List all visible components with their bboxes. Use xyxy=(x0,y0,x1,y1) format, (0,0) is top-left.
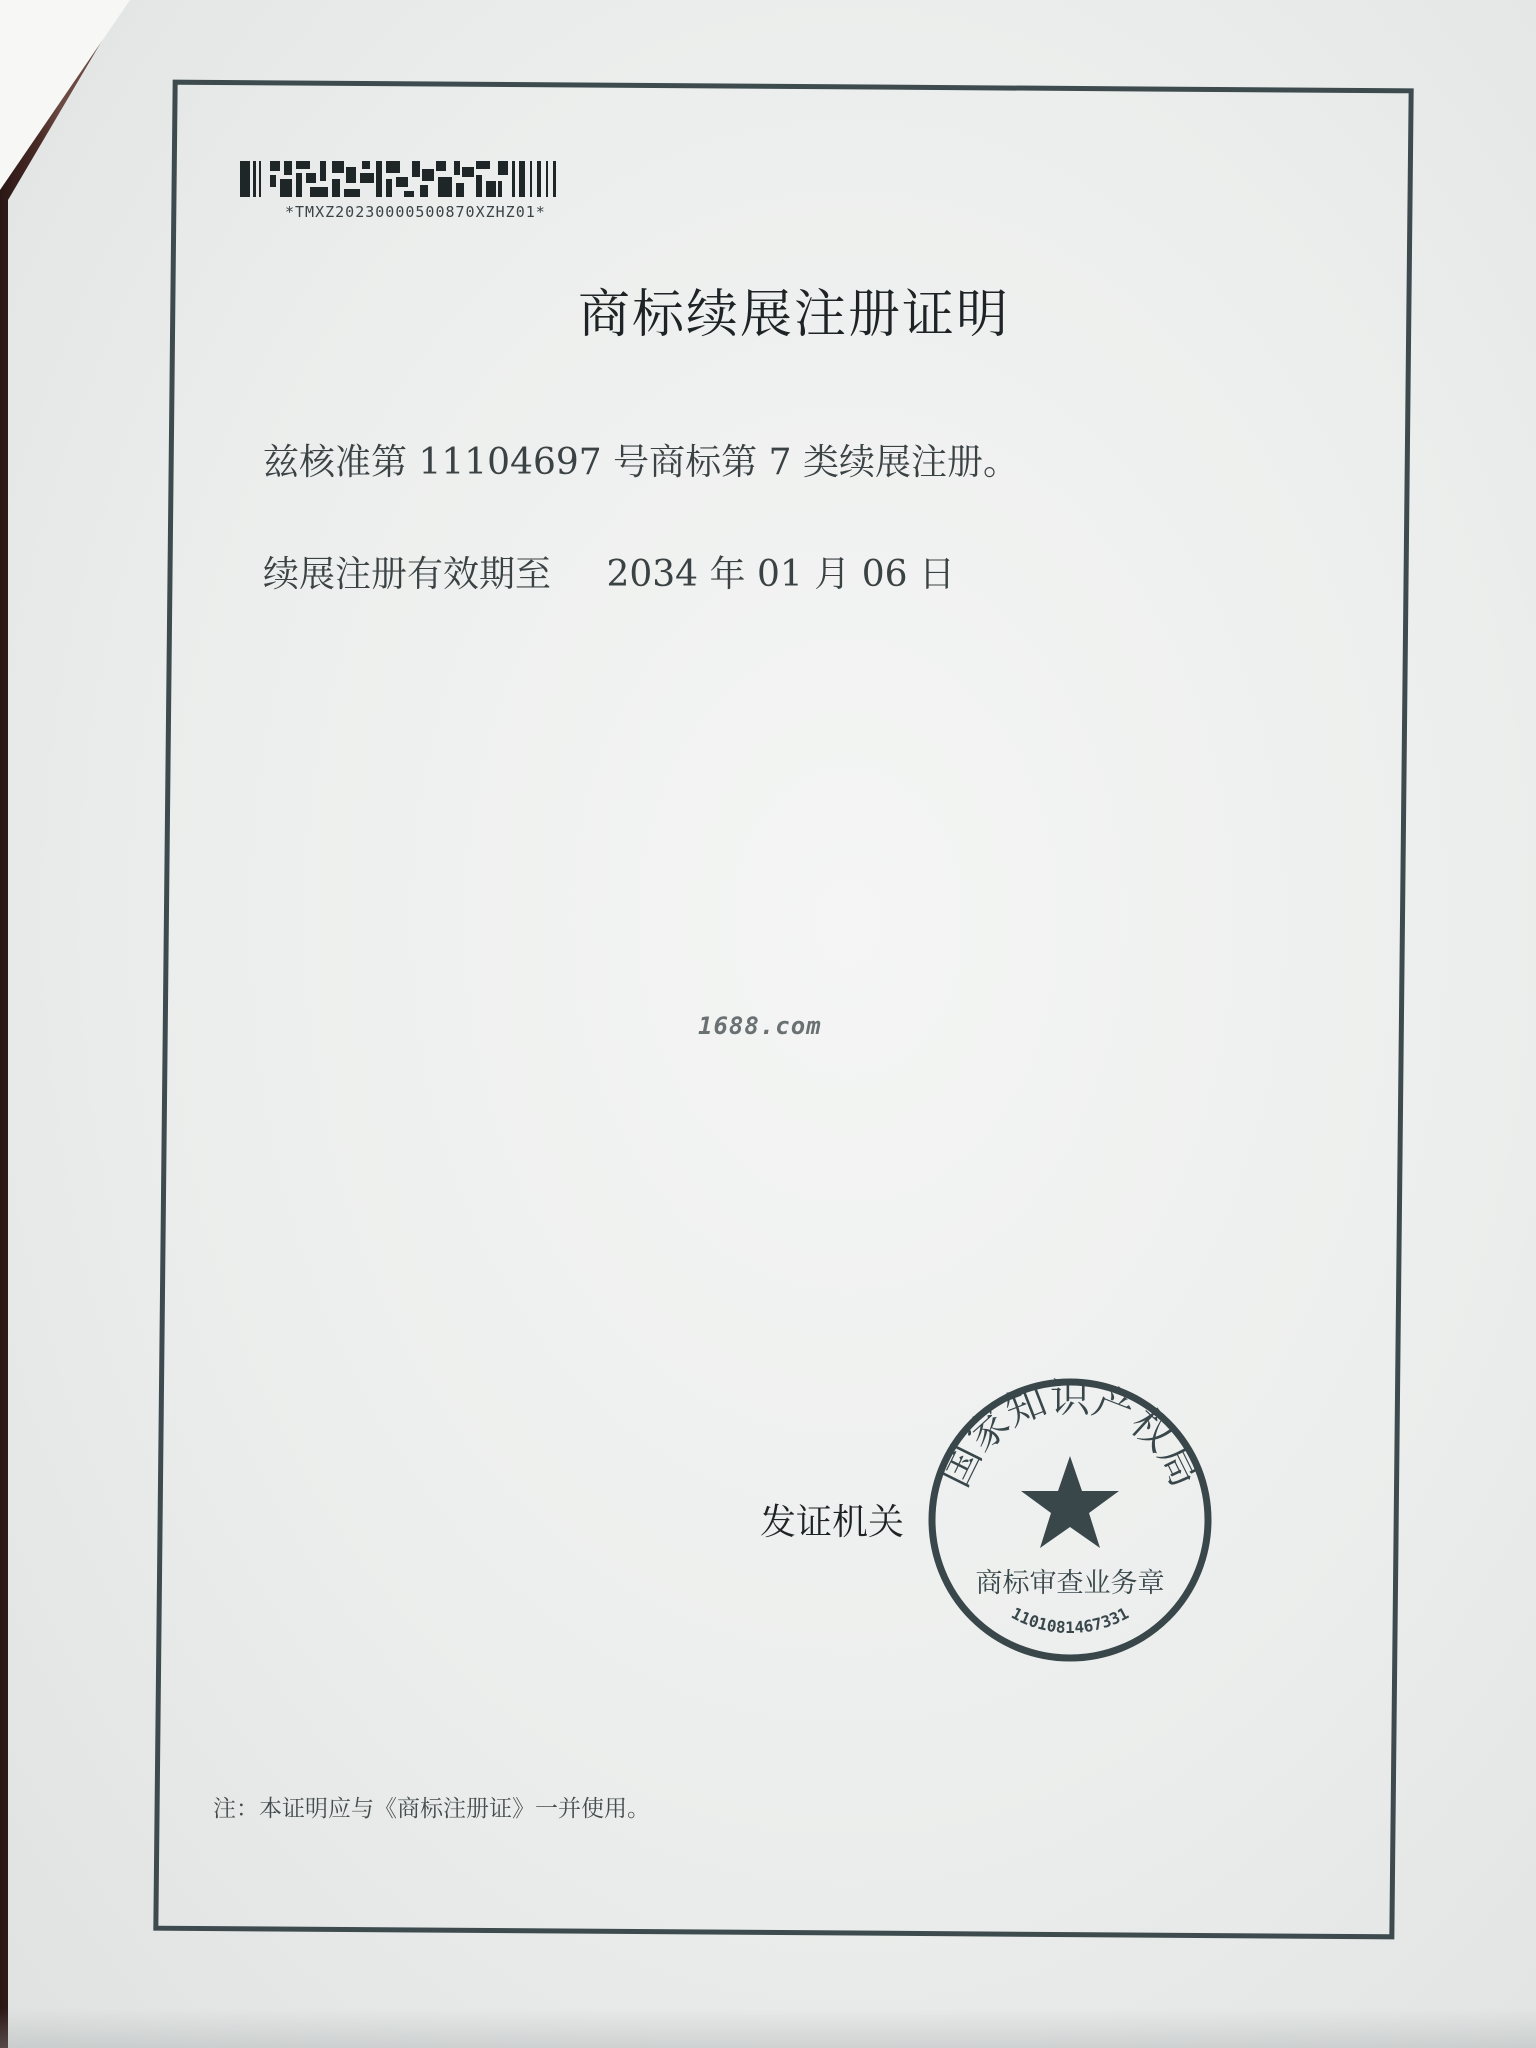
barcode-image xyxy=(240,157,580,201)
certificate-title: 商标续展注册证明 xyxy=(578,285,1011,345)
expiry-day-unit: 日 xyxy=(919,554,956,595)
validity-label: 续展注册有效期至 xyxy=(263,554,552,595)
seal-inner-text: 商标审查业务章 xyxy=(975,1568,1165,1599)
seal-outer-text: 国家知识产权局 xyxy=(932,1375,1208,1495)
seal-number: 1101081467331 xyxy=(1008,1603,1132,1638)
certificate-border xyxy=(153,80,1413,1940)
expiry-year-unit: 年 xyxy=(709,554,746,595)
official-seal xyxy=(920,1370,1220,1670)
svg-text:1101081467331 xyxy=(1008,1604,1131,1637)
expiry-year: 2034 xyxy=(606,554,699,595)
expiry-day: 06 xyxy=(861,554,908,595)
approval-statement xyxy=(263,434,1019,485)
usage-note: 注：本证明应与《商标注册证》一并使用。 xyxy=(213,1796,650,1822)
validity-statement xyxy=(263,546,955,597)
issuing-authority-label: 发证机关 xyxy=(760,1502,905,1543)
approval-prefix: 兹核准第 xyxy=(263,442,408,483)
class-number: 7 xyxy=(768,442,792,483)
expiry-month-unit: 月 xyxy=(814,554,851,595)
registration-number: 11104697 xyxy=(418,442,602,483)
expiry-month: 01 xyxy=(757,554,803,595)
approval-middle: 号商标第 xyxy=(613,442,758,483)
approval-suffix: 类续展注册。 xyxy=(802,442,1019,483)
photo-shadow xyxy=(0,2008,1536,2048)
watermark: 1688.com xyxy=(698,1012,822,1040)
paper-corner xyxy=(0,0,130,190)
star-icon xyxy=(1021,1456,1119,1548)
barcode-code: *TMXZ20230000500870XZHZ01* xyxy=(285,203,546,221)
